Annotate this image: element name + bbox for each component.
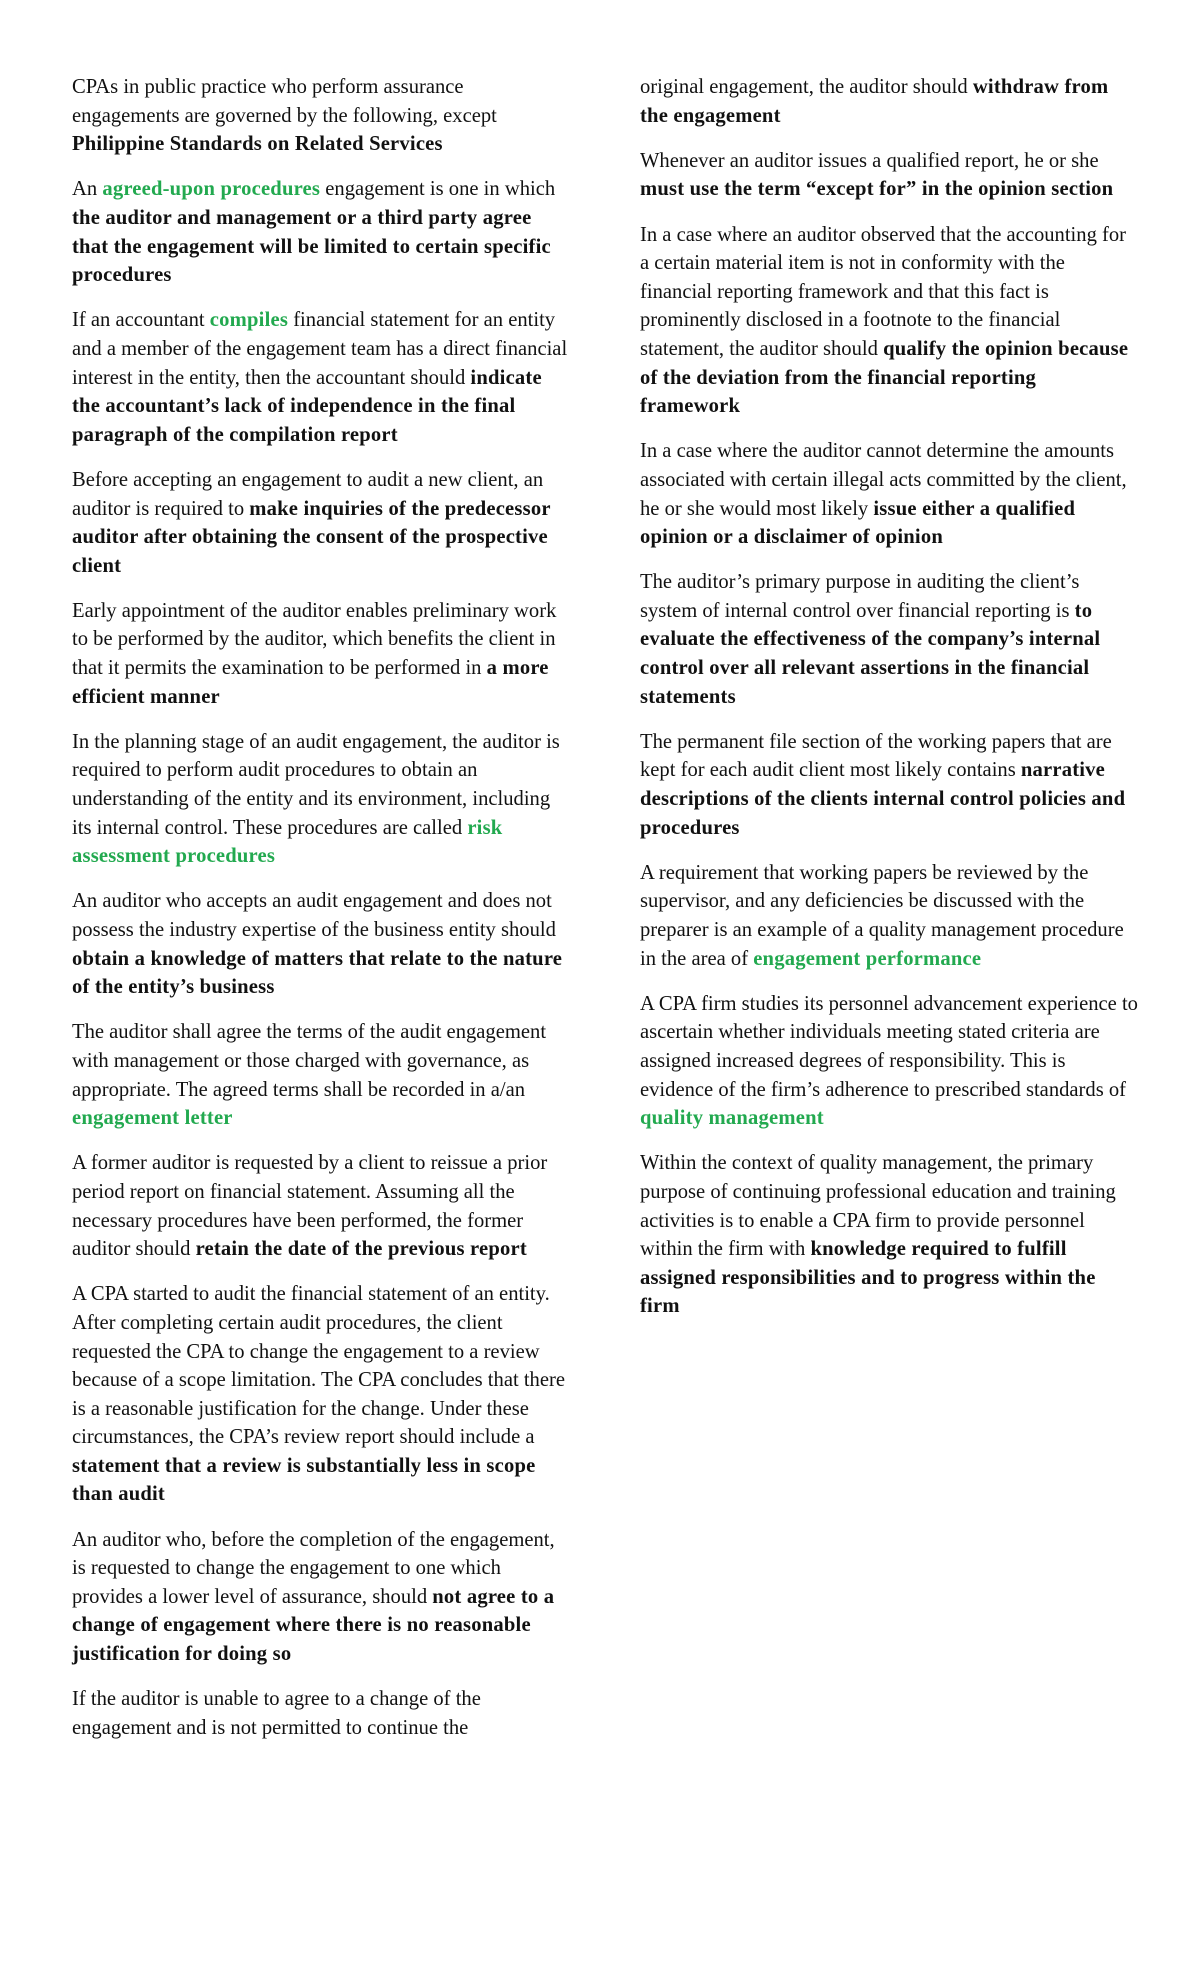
paragraph <box>640 990 1140 1133</box>
answer-text: make inquiries of the predecessor auditor after obtaining the consent of the prospective client <box>72 497 551 577</box>
paragraph <box>640 728 1140 842</box>
paragraph <box>640 437 1140 551</box>
question-text: financial statement for an entity and a member of the engagement team has a direct financial interest in the entity, then the accountant should <box>72 309 568 389</box>
paragraph <box>72 1018 572 1132</box>
paragraph <box>72 73 572 159</box>
question-text: Before accepting an engagement to audit a new client, an auditor is required to <box>72 468 544 520</box>
answer-text: qualify the opinion because of the deviation from the financial reporting framework <box>640 337 1129 418</box>
question-text: Early appointment of the auditor enables preliminary work to be performed by the auditor, which benefits the client in that it permits the examination to be performed in <box>72 599 557 680</box>
highlighted-term: agreed-upon procedures <box>102 178 321 201</box>
right-column <box>640 73 1140 1338</box>
highlighted-term: compiles <box>209 309 289 332</box>
question-text: engagement is one in which <box>320 178 556 201</box>
question-text: If the auditor is unable to agree to a change of the engagement and is not permitted to continue the <box>72 1688 481 1739</box>
paragraph <box>72 175 572 289</box>
paragraph <box>72 1526 572 1669</box>
question-text: A requirement that working papers be reviewed by the supervisor, and any deficiencies be discussed with the preparer is an example of a quality management procedure in the area of <box>640 861 1124 970</box>
question-text: A CPA started to audit the financial statement of an entity. After completing certain audit procedures, the client requested the CPA to change the engagement to a review because of a scope limitation. The CPA concludes that there is a reasonable justification for the change. Under these circumstances, the CPA’s review report should include a <box>72 1283 565 1449</box>
answer-text: knowledge required to fulfill assigned responsibilities and to progress within the firm <box>640 1238 1096 1318</box>
question-text: In a case where the auditor cannot determine the amounts associated with certain illegal acts committed by the client, he or she would most likely <box>640 440 1127 520</box>
highlighted-term: engagement performance <box>753 947 982 970</box>
paragraph <box>640 73 1140 130</box>
answer-text: statement that a review is substantially less in scope than audit <box>72 1454 536 1506</box>
paragraph <box>72 887 572 1001</box>
answer-text: to evaluate the effectiveness of the company’s internal control over all relevant assertions in the financial statements <box>640 599 1101 708</box>
question-text: In a case where an auditor observed that the accounting for a certain material item is not in conformity with the financial reporting framework and that this fact is prominently disclosed in a footnote to the financial statement, the auditor should <box>640 223 1127 360</box>
answer-text: narrative descriptions of the clients internal control policies and procedures <box>640 759 1126 839</box>
question-text: The auditor’s primary purpose in auditing the client’s system of internal control over financial reporting is <box>640 571 1080 622</box>
paragraph <box>72 728 572 871</box>
question-text: The permanent file section of the working papers that are kept for each audit client most likely contains <box>640 730 1112 782</box>
question-text: A CPA firm studies its personnel advancement experience to ascertain whether individuals meeting stated criteria are assigned increased degrees of responsibility. This is evidence of the firm’s adherence to prescribed standards of <box>640 992 1138 1101</box>
answer-text: not agree to a change of engagement where there is no reasonable justification for doing so <box>72 1585 555 1666</box>
answer-text: a more efficient manner <box>72 657 549 708</box>
answer-text: obtain a knowledge of matters that relate to the nature of the entity’s business <box>72 947 563 999</box>
left-column <box>72 73 572 1759</box>
answer-text: issue either a qualified opinion or a disclaimer of opinion <box>640 497 1076 549</box>
question-text: Whenever an auditor issues a qualified report, he or she <box>640 149 1099 172</box>
question-text: A former auditor is requested by a client to reissue a prior period report on financial statement. Assuming all the necessary procedures have been performed, the former auditor should <box>72 1152 548 1261</box>
answer-text: withdraw from the engagement <box>640 76 1109 127</box>
highlighted-term: engagement letter <box>72 1107 233 1130</box>
paragraph <box>72 466 572 580</box>
question-text: An <box>72 178 103 201</box>
question-text: In the planning stage of an audit engagement, the auditor is required to perform audit procedures to obtain an understanding of the entity and its environment, including its internal control. These procedures are called <box>72 730 560 839</box>
highlighted-term: quality management <box>640 1107 824 1130</box>
answer-text: Philippine Standards on Related Services <box>72 133 443 156</box>
question-text: Within the context of quality management, the primary purpose of continuing professional education and training activities is to enable a CPA firm to provide personnel within the firm with <box>640 1152 1116 1261</box>
paragraph <box>640 1149 1140 1321</box>
highlighted-term: risk assessment procedures <box>72 816 503 868</box>
question-text: The auditor shall agree the terms of the audit engagement with management or those charged with governance, as appropriate. The agreed terms shall be recorded in a/an <box>72 1021 547 1101</box>
answer-text: indicate the accountant’s lack of independence in the final paragraph of the compilation report <box>72 366 542 446</box>
question-text: An auditor who, before the completion of the engagement, is requested to change the engagement to one which provides a lower level of assurance, should <box>72 1528 555 1608</box>
answer-text: must use the term “except for” in the opinion section <box>640 178 1114 201</box>
question-text: CPAs in public practice who perform assurance engagements are governed by the following, except <box>72 76 497 127</box>
paragraph <box>640 147 1140 204</box>
question-text: If an accountant <box>72 309 210 332</box>
question-text: original engagement, the auditor should <box>640 76 973 98</box>
answer-text: the auditor and management or a third party agree that the engagement will be limited to certain specific procedures <box>72 206 551 287</box>
question-text: An auditor who accepts an audit engagement and does not possess the industry expertise of the business entity should <box>72 890 556 941</box>
paragraph <box>72 306 572 449</box>
answer-text: retain the date of the previous report <box>195 1238 527 1261</box>
paragraph <box>640 568 1140 711</box>
paragraph <box>72 597 572 711</box>
paragraph <box>640 859 1140 973</box>
paragraph <box>72 1685 572 1742</box>
paragraph <box>72 1280 572 1509</box>
paragraph <box>72 1149 572 1263</box>
paragraph <box>640 221 1140 421</box>
